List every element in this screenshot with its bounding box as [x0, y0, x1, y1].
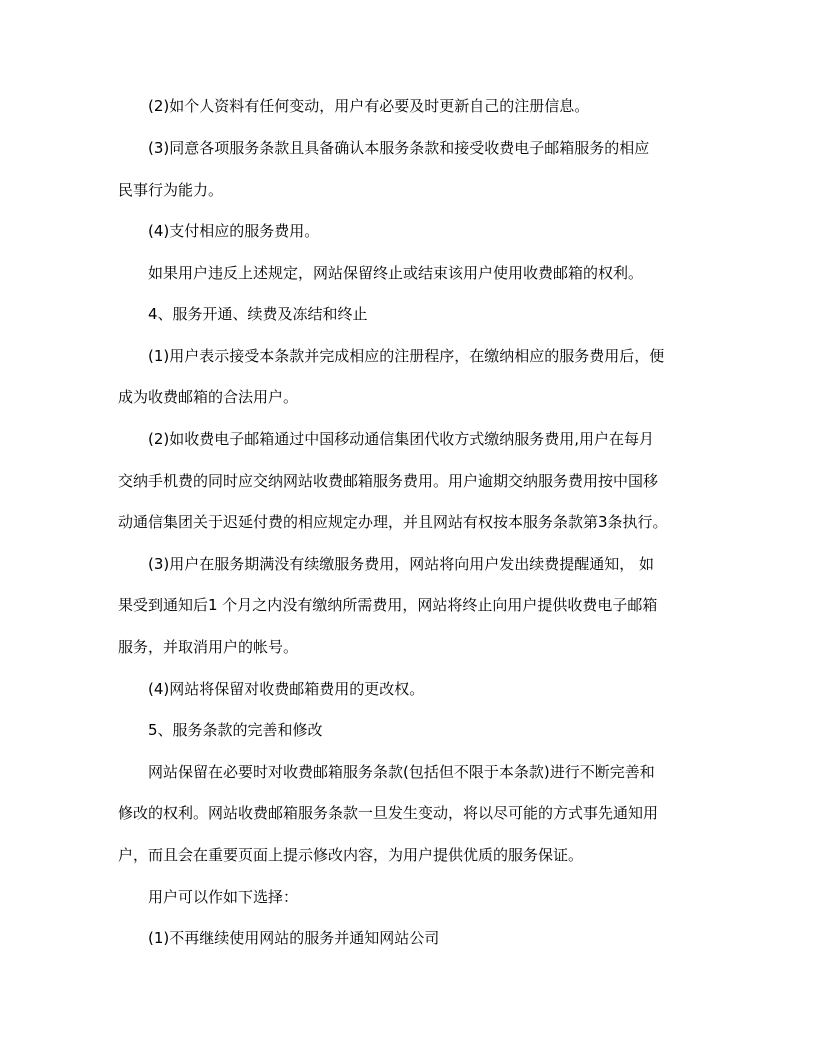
paragraph-line: (2)如收费电子邮箱通过中国移动通信集团代收方式缴纳服务费用,用户在每月: [148, 430, 655, 448]
paragraph-line: 网站保留在必要时对收费邮箱服务条款(包括但不限于本条款)进行不断完善和: [148, 763, 655, 781]
section-heading: 5、服务条款的完善和修改: [148, 721, 323, 739]
paragraph-line: (4)网站将保留对收费邮箱费用的更改权。: [148, 680, 425, 698]
paragraph-line: (1)不再继续使用网站的服务并通知网站公司: [148, 929, 440, 947]
section-heading: 4、服务开通、续费及冻结和终止: [148, 305, 368, 323]
paragraph-line: (1)用户表示接受本条款并完成相应的注册程序，在缴纳相应的服务费用后，便: [148, 347, 665, 365]
paragraph-line: 修改的权利。网站收费邮箱服务条款一旦发生变动，将以尽可能的方式事先通知用: [118, 804, 659, 822]
paragraph-line: 户，而且会在重要页面上提示修改内容，为用户提供优质的服务保证。: [118, 846, 584, 864]
paragraph-line: 动通信集团关于迟延付费的相应规定办理，并且网站有权按本服务条款第3条执行。: [118, 513, 668, 531]
paragraph-line: 成为收费邮箱的合法用户。: [118, 388, 299, 406]
paragraph-line: 交纳手机费的同时应交纳网站收费邮箱服务费用。用户逾期交纳服务费用按中国移: [118, 472, 659, 490]
paragraph-line: 服务，并取消用户的帐号。: [118, 638, 299, 656]
paragraph-line: (3)同意各项服务条款且具备确认本服务条款和接受收费电子邮箱服务的相应: [148, 139, 650, 157]
paragraph-line: 果受到通知后1 个月之内没有缴纳所需费用，网站将终止向用户提供收费电子邮箱: [118, 596, 658, 614]
paragraph-line: 民事行为能力。: [118, 181, 224, 199]
paragraph-line: 用户可以作如下选择：: [148, 888, 299, 906]
paragraph-line: (4)支付相应的服务费用。: [148, 222, 320, 240]
paragraph-line: 如果用户违反上述规定，网站保留终止或结束该用户使用收费邮箱的权利。: [148, 264, 644, 282]
paragraph-line: (2)如个人资料有任何变动，用户有必要及时更新自己的注册信息。: [148, 97, 590, 115]
paragraph-line: (3)用户在服务期满没有续缴服务费用，网站将向用户发出续费提醒通知， 如: [148, 555, 655, 573]
